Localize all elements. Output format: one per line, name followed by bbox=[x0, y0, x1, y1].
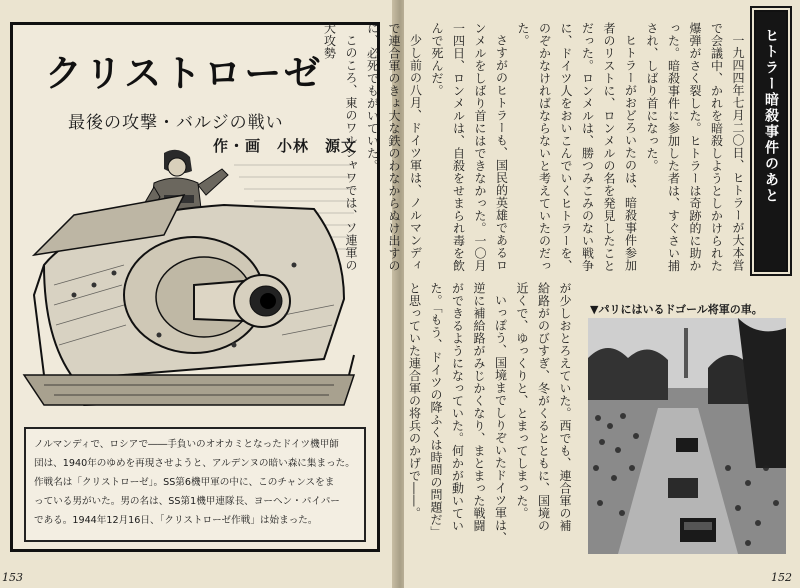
paragraph: いっぽう、国境までしりぞいたドイツ軍は、逆に補給路がみじかくなり、まとまった戦闘ができるようになっていた。何かが動いていた。「もう、ドイツの降ふくは時間の問題だ」と思っていた連合軍の将兵のかげで――。 bbox=[407, 282, 508, 544]
tank-illustration bbox=[14, 145, 364, 425]
article-text-bottom bbox=[407, 282, 575, 544]
article-text-top bbox=[322, 22, 748, 274]
page-number-right: 152 bbox=[771, 571, 792, 584]
paris-crowd-photo bbox=[588, 318, 786, 554]
paragraph: ヒトラーがおどろいたのは、暗殺事件参加者のリストに、ロンメルの名を発見したことだった。ロンメルは、勝つみこみのない戦争に、ドイツ人をおいこんでいくヒトラーを、のぞかなければならないと考えていたのだった。 bbox=[516, 22, 638, 272]
section-banner: ヒトラー暗殺事件のあと bbox=[754, 10, 788, 272]
page-number-left: 153 bbox=[2, 571, 23, 584]
photo-caption: ▼パリにはいるドゴール将軍の車。 bbox=[590, 303, 763, 316]
paragraph: 一九四四年七月二〇日、ヒトラーが大本営で会議中、かれを暗殺しようとしかけられた爆弾がさく裂した。ヒトラーは奇跡的に助かった。暗殺事件に参加した者は、すぐさい捕され、しばり首になった。 bbox=[645, 22, 745, 272]
caption-line: 作戦名は「クリストローゼ」。SS第6機甲軍の中に、このチャンスをま bbox=[34, 477, 335, 488]
paragraph: 少し前の八月、ドイツ軍は、ノルマンディで連合軍のきょ大な鉄のわなからぬけ出すのに、必死でもがいていた。 bbox=[365, 22, 423, 272]
caption-line: 団は、1940年のゆめを再現させようと、アルデンヌの暗い森に集まった。 bbox=[34, 458, 355, 469]
author-credit: 作・画 小林 源文 bbox=[213, 137, 358, 155]
paragraph: が少しおとろえていた。西でも、連合軍の補給路がのびすぎ、冬がくるとともに、国境の近くで、ゆっくりと、とまってしまった。 bbox=[515, 282, 572, 532]
manga-subtitle: 最後の攻撃・バルジの戦い bbox=[68, 113, 284, 133]
story-intro-box bbox=[24, 427, 366, 542]
caption-line: っている男がいた。男の名は、SS第1機甲連隊長、ヨーヘン・パイパー bbox=[34, 496, 340, 507]
manga-title: クリストローゼ bbox=[45, 52, 324, 95]
paragraph: このころ、東のワルシャワでは、ソ連軍の大攻勢 bbox=[322, 22, 358, 272]
caption-line: である。1944年12月16日、「クリストローゼ作戦」は始まった。 bbox=[34, 515, 318, 526]
caption-line: ノルマンディで、ロシアで――手負いのオオカミとなったドイツ機甲師 bbox=[34, 439, 339, 450]
paragraph: さすがのヒトラーも、国民的英雄であるロンメルをしばり首にはできなかった。一〇月一四日、ロンメルは、自殺をせまられ毒を飲んで死んだ。 bbox=[430, 22, 509, 272]
